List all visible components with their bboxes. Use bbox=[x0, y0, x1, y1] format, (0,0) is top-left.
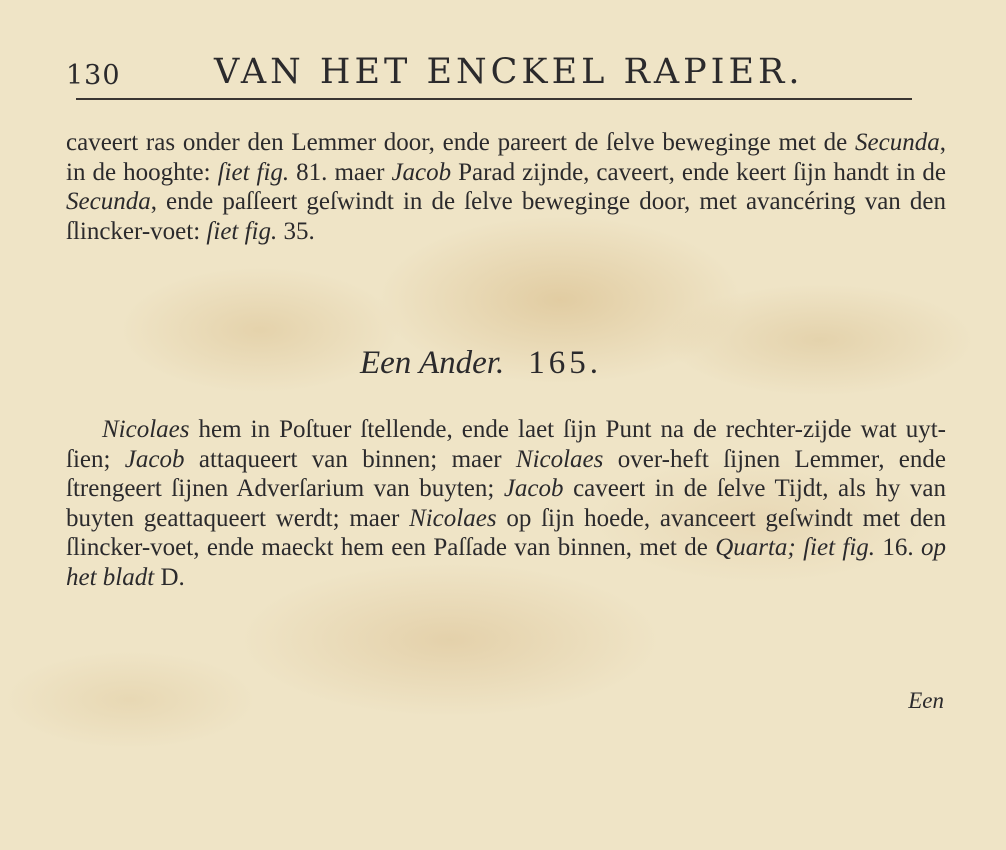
person-name: Jacob bbox=[391, 158, 452, 186]
figure-reference: ſiet fig. bbox=[803, 534, 876, 561]
italic-term: Secunda bbox=[855, 129, 940, 156]
section-title: Een Ander. bbox=[360, 345, 505, 381]
text-run: , in de hooghte: bbox=[66, 129, 946, 186]
person-name: Nicolaes bbox=[102, 416, 190, 443]
section-number: 165. bbox=[528, 345, 602, 381]
text-run: Parad zijnde, caveert, ende keert ſijn handt in de bbox=[451, 158, 947, 186]
text-run: caveert ras onder den Lemmer door, ende pareert de ſelve beweginge met de bbox=[66, 129, 856, 156]
text-run: caveert in de ſelve Tijdt, als hy van buyten geattaqueert werdt; maer bbox=[66, 475, 946, 532]
text-run: , ende paſſeert geſwindt in de ſelve beweginge door, met avancéring van den ſlincker-voet: bbox=[66, 188, 946, 245]
paragraph-2 bbox=[66, 415, 946, 592]
running-title: VAN HET ENCKEL RAPIER. bbox=[214, 52, 804, 92]
person-name: Nicolaes bbox=[515, 445, 604, 473]
page-reference: op het bladt bbox=[66, 534, 947, 591]
text-run: 16. bbox=[875, 534, 922, 561]
text-run: hem in Poſtuer ſtellende, ende laet ſijn Punt na de rechter-zijde wat uyt-ſien; bbox=[66, 416, 946, 473]
italic-term: Secunda bbox=[66, 188, 151, 215]
page-number: 130 bbox=[66, 60, 121, 91]
page-header bbox=[66, 40, 912, 100]
figure-reference: ſiet fig. bbox=[217, 158, 290, 186]
catchword: Een bbox=[908, 688, 944, 713]
text-run: 35. bbox=[277, 217, 315, 245]
person-name: Jacob bbox=[124, 445, 185, 473]
section-heading bbox=[360, 345, 602, 382]
paragraph-1 bbox=[66, 128, 946, 246]
figure-reference: ſiet fig. bbox=[206, 217, 278, 245]
text-run: attaqueert van binnen; maer bbox=[184, 445, 516, 473]
text-run: over-heft ſijnen Lemmer, ende ſtrengeert ſijnen Adverſarium van buyten; bbox=[66, 445, 946, 502]
header-rule bbox=[76, 98, 912, 100]
person-name: Jacob bbox=[503, 475, 564, 502]
text-run bbox=[796, 534, 803, 561]
text-run: op ſijn hoede, avanceert geſwindt met den ſlincker-voet, ende maeckt hem een Paſſade van binnen, met de bbox=[66, 504, 946, 561]
text-run: 81. maer bbox=[289, 158, 392, 186]
italic-term: Quarta; bbox=[715, 534, 796, 561]
text-run: D. bbox=[154, 563, 185, 591]
person-name: Nicolaes bbox=[409, 504, 497, 532]
